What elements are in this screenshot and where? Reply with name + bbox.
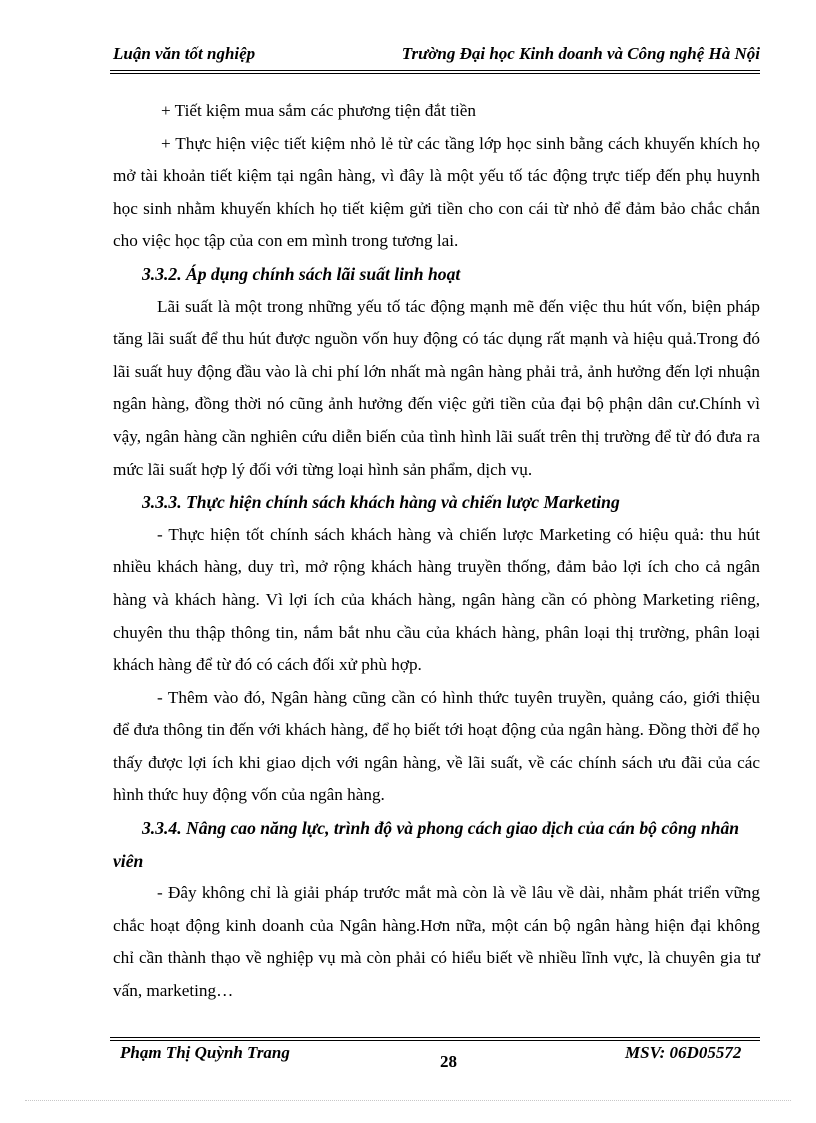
page-header (113, 44, 760, 64)
page-bottom-border (25, 1100, 791, 1101)
section-heading-3-3-4: 3.3.4. Nâng cao năng lực, trình độ và phong cách giao dịch của cán bộ công nhân viên (113, 818, 740, 871)
section-heading-3-3-2: 3.3.2. Áp dụng chính sách lãi suất linh hoạt (142, 263, 461, 284)
body-paragraph: - Đây không chỉ là giải pháp trước mắt mà còn là về lâu về dài, nhằm phát triển vững chắc hoạt động kinh doanh của Ngân hàng.Hơn nữa, một cán bộ ngân hàng hiện đại không chỉ cần thành thạo về nghiệp vụ mà còn phải có hiểu biết về nhiều lĩnh vực, là chuyên gia tư vấn, marketing… (113, 883, 760, 1001)
header-divider (110, 70, 760, 74)
page-number: 28 (440, 1052, 457, 1071)
bullet-paragraph: + Tiết kiệm mua sắm các phương tiện đắt tiền (161, 101, 476, 120)
bullet-paragraph: + Thực hiện việc tiết kiệm nhỏ lẻ từ các tầng lớp học sinh bằng cách khuyến khích họ mở tài khoản tiết kiệm tại ngân hàng, vì đây là một yếu tố tác động trực tiếp đến phụ huynh học sinh nhằm khuyến khích họ tiết kiệm gửi tiền cho con cái từ nhỏ để đảm bảo chắc chắn cho việc học tập của con em mình trong tương lai. (113, 133, 760, 251)
footer-student-id: MSV: 06D05572 (625, 1043, 742, 1062)
body-paragraph: - Thực hiện tốt chính sách khách hàng và chiến lược Marketing có hiệu quả: thu hút nhiều khách hàng, duy trì, mở rộng khách hàng truyền thống, đảm bảo lợi ích cho cả ngân hàng và khách hàng. Vì lợi ích của khách hàng, ngân hàng cần có phòng Marketing riêng, chuyên thu thập thông tin, nắm bắt nhu cầu của khách hàng, phân loại thị trường, phân loại khách hàng để từ đó có cách đối xử phù hợp. (113, 524, 760, 675)
header-university: Trường Đại học Kinh doanh và Công nghệ Hà Nội (401, 44, 760, 63)
header-thesis-label: Luận văn tốt nghiệp (113, 44, 256, 63)
page-body (113, 95, 760, 1008)
footer-divider (110, 1037, 760, 1041)
footer-author: Phạm Thị Quỳnh Trang (120, 1043, 290, 1062)
body-paragraph: - Thêm vào đó, Ngân hàng cũng cần có hình thức tuyên truyền, quảng cáo, giới thiệu để đưa thông tin đến với khách hàng, để họ biết tới hoạt động của ngân hàng. Đồng thời để họ thấy được lợi ích khi giao dịch với ngân hàng, về lãi suất, về các chính sách ưu đãi của các hình thức huy động vốn của ngân hàng. (113, 687, 760, 805)
section-heading-3-3-3: 3.3.3. Thực hiện chính sách khách hàng và chiến lược Marketing (142, 492, 620, 513)
body-paragraph: Lãi suất là một trong những yếu tố tác động mạnh mẽ đến việc thu hút vốn, biện pháp tăng lãi suất để thu hút được nguồn vốn huy động có tác dụng rất mạnh và hiệu quả.Trong đó lãi suất huy động đầu vào là chi phí lớn nhất mà ngân hàng phải trả, ảnh hưởng đến lợi nhuận ngân hàng, đồng thời nó cũng ảnh hưởng đến việc gửi tiền của đại bộ phận dân cư.Chính vì vậy, ngân hàng cần nghiên cứu diễn biến của tình hình lãi suất trên thị trường để từ đó đưa ra mức lãi suất hợp lý đối với từng loại hình sản phẩm, dịch vụ. (113, 296, 760, 479)
